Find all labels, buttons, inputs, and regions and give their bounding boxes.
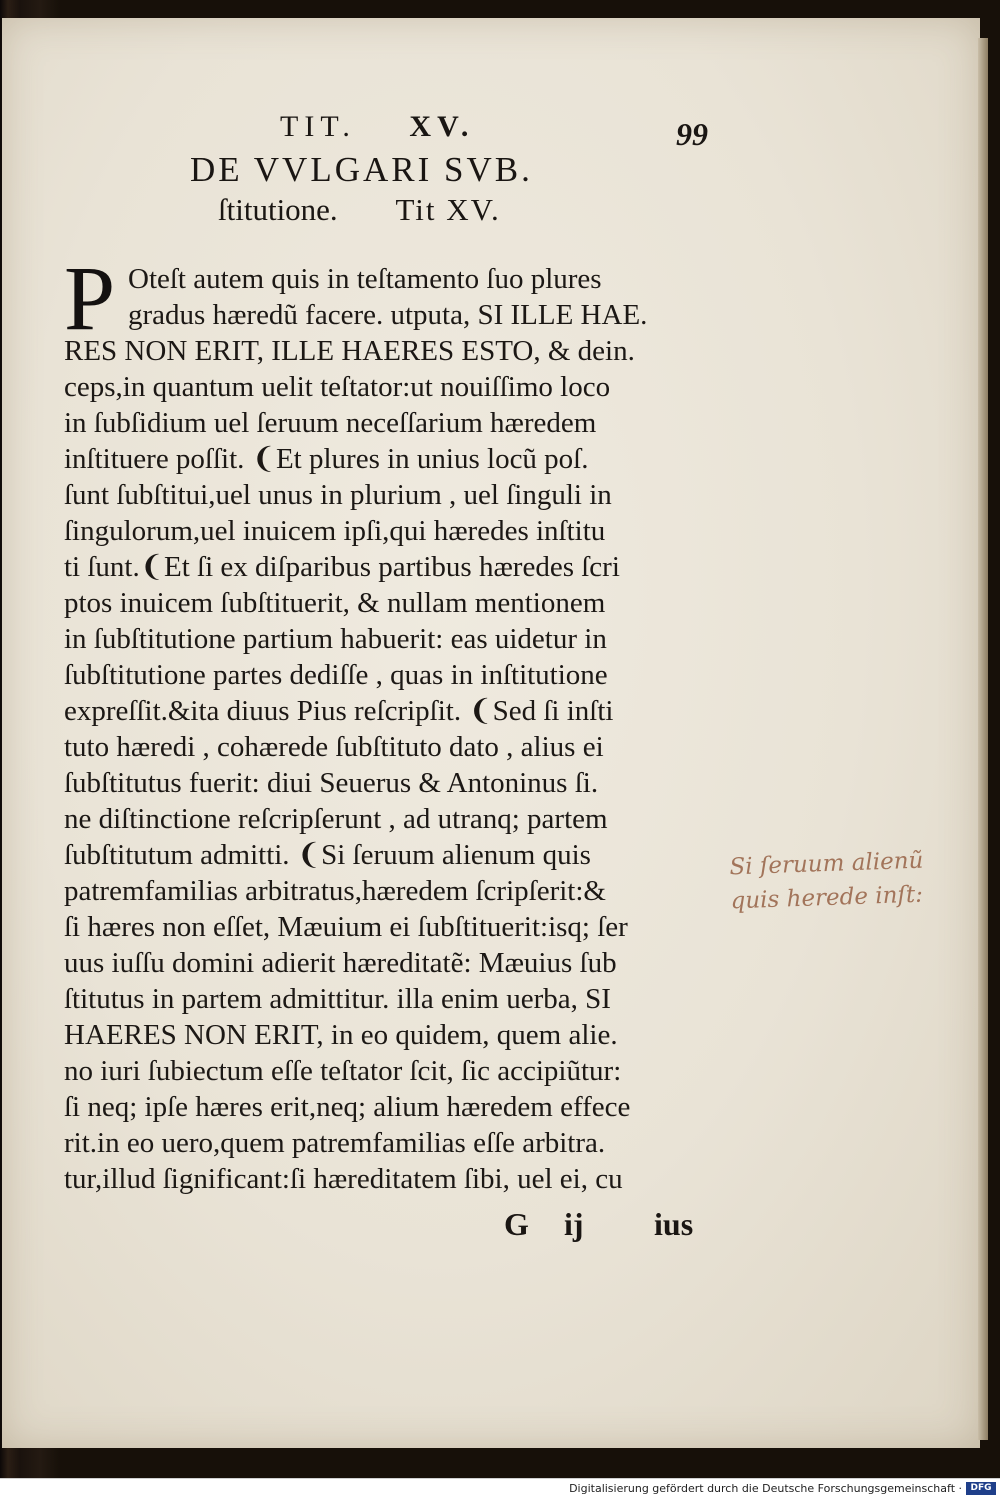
text-line: gradus hæredũ facere. utputa, SI ILLE HAE. [128, 299, 648, 331]
subtitle-tit: Tit XV. [395, 192, 501, 227]
handwritten-marginal-note [729, 842, 981, 919]
text-line: ſi neq; ipſe hæres erit,neq; alium hæredem effece [64, 1091, 631, 1123]
chapter-title: DE VVLGARI SVB. [190, 150, 533, 189]
text-line: Oteſt autem quis in teſtamento ſuo plures [128, 263, 602, 295]
text-line: in ſubſtitutione partium habuerit: eas uidetur in [64, 623, 607, 655]
drop-cap: P [64, 247, 116, 349]
catchword: ius [654, 1206, 694, 1242]
text-line: ſubſtitutum admitti. ❨Si ſeruum alienum quis [64, 839, 591, 871]
text-line: uus iuſſu domini adierit hæreditatẽ: Mæuius ſub [64, 947, 617, 979]
text-line: no iuri ſubiectum eſſe teſtator ſcit, ſic accipiũtur: [64, 1055, 622, 1087]
title-number: XV. [409, 110, 475, 143]
text-line: HAERES NON ERIT, in eo quidem, quem alie. [64, 1019, 618, 1051]
text-line: ſtitutus in partem admittitur. illa enim uerba, SI [64, 983, 611, 1015]
text-line: ptos inuicem ſubſtituerit, & nullam mentionem [64, 587, 606, 619]
text-line: expreſſit.&ita diuus Pius reſcripſit. ❨Sed ſi inſti [64, 695, 614, 727]
folio-number: 99 [676, 116, 708, 152]
signature-letter: G [504, 1206, 529, 1242]
text-line: ti ſunt.❨Et ſi ex diſparibus partibus hæredes ſcri [64, 551, 620, 583]
signature-number: ij [564, 1206, 584, 1242]
page-edge [978, 38, 988, 1440]
text-line: RES NON ERIT, ILLE HAERES ESTO, & dein. [64, 335, 635, 367]
funding-credit: Digitalisierung gefördert durch die Deutsche Forschungsgemeinschaft · [569, 1482, 962, 1495]
text-line: ne diſtinctione reſcripſerunt , ad utranq; partem [64, 803, 608, 835]
text-line: tur,illud ſignificant:ſi hæreditatem ſibi, uel ei, cu [64, 1163, 623, 1195]
subtitle-text: ſtitutione. [218, 192, 338, 227]
text-line: ſingulorum,uel inuicem ipſi,qui hæredes inſtitu [64, 515, 606, 547]
text-line: tuto hæredi , cohærede ſubſtituto dato , alius ei [64, 731, 604, 763]
text-line: inſtituere poſſit. ❨Et plures in unius locũ poſ. [64, 443, 589, 475]
marginal-note-line: quis herede inſt: [730, 881, 924, 915]
text-line: patremfamilias arbitratus,hæredem ſcripſerit:& [64, 875, 606, 907]
text-line: ſubſtitutione partes dediſſe , quas in inſtitutione [64, 659, 608, 691]
text-line: ceps,in quantum uelit teſtator:ut nouiſſimo loco [64, 371, 611, 403]
text-line: ſi hæres non eſſet, Mæuium ei ſubſtituerit:isq; ſer [64, 911, 628, 943]
text-line: in ſubſidium uel ſeruum neceſſarium hæredem [64, 407, 597, 439]
text-line: ſubſtitutus fuerit: diui Seuerus & Antoninus ſi. [64, 767, 599, 799]
title-label: TIT. [280, 110, 356, 143]
marginal-note-line: Si ſeruum alienũ [729, 847, 924, 881]
running-header [280, 110, 620, 144]
text-line: rit.in eo uero,quem patremfamilias eſſe arbitra. [64, 1127, 606, 1159]
text-line: ſunt ſubſtitui,uel unus in plurium , uel ſinguli in [64, 479, 612, 511]
dfg-logo: DFG [966, 1482, 996, 1495]
chapter-subtitle [218, 192, 501, 228]
footer-bar [0, 1478, 1000, 1499]
